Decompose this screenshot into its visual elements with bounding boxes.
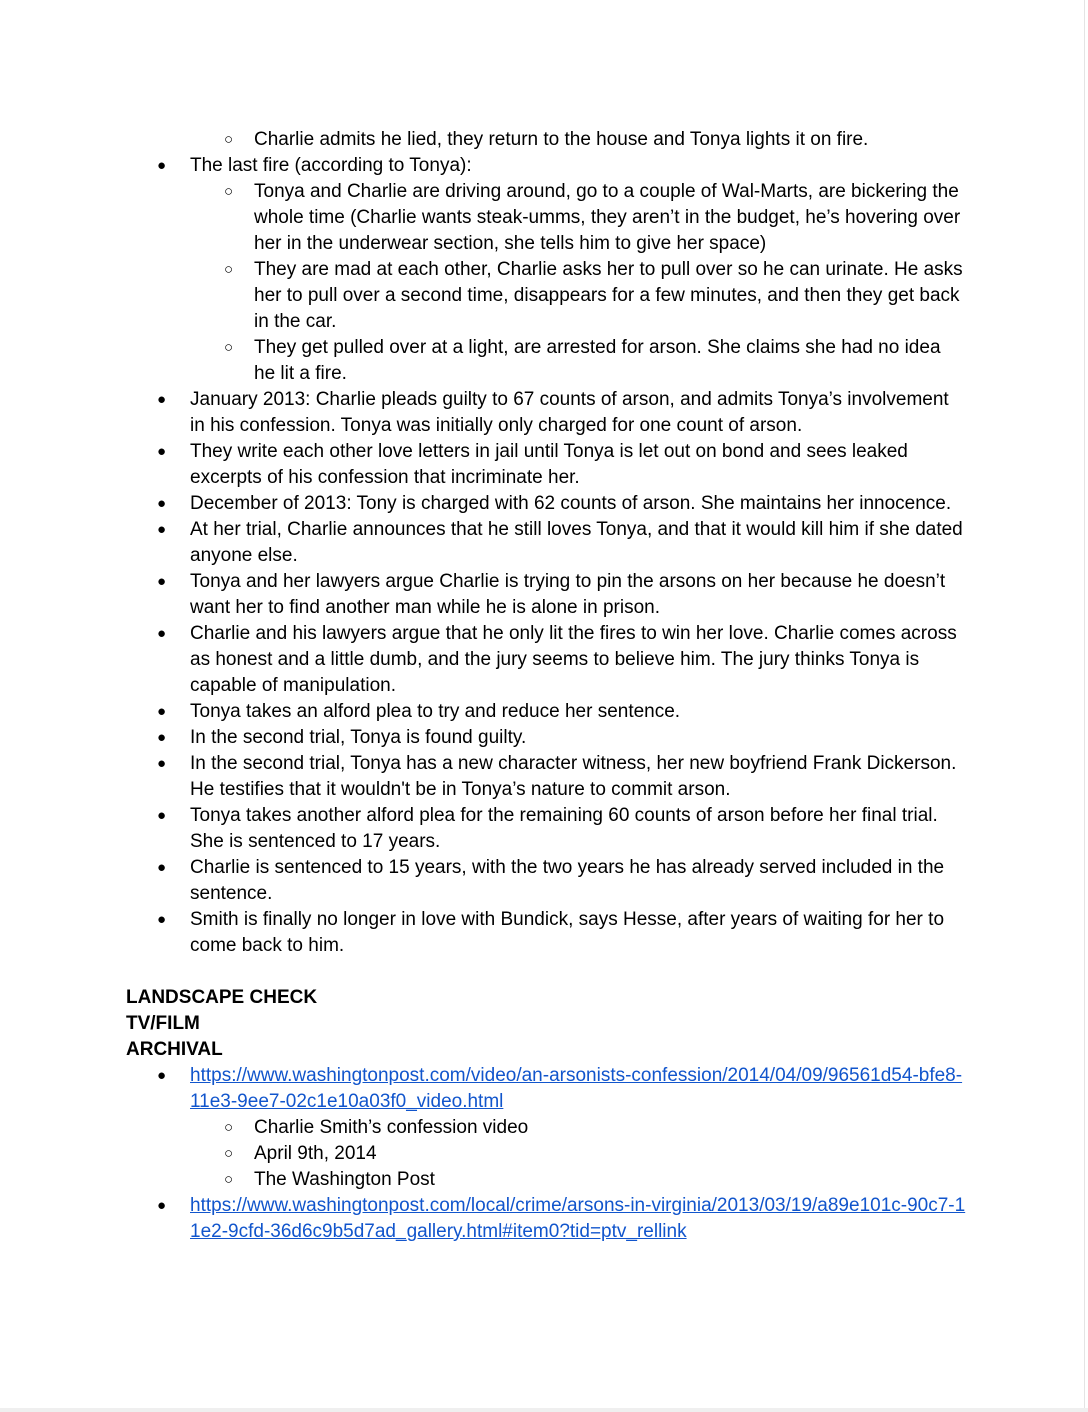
- bullet-item: ● Charlie is sentenced to 15 years, with the two years he has already served included in the sentence.: [126, 855, 966, 907]
- page-bottom-edge: [0, 1408, 1088, 1412]
- bullet-item: ● In the second trial, Tonya has a new character witness, her new boyfriend Frank Dickerson. He testifies that it wouldn't be in Tonya’s nature to commit arson.: [126, 751, 966, 803]
- bullet-item: ● Tonya and her lawyers argue Charlie is trying to pin the arsons on her because he doesn’t want her to find another man while he is alone in prison.: [126, 569, 966, 621]
- link-detail-item: ○ The Washington Post: [190, 1167, 966, 1193]
- link-details-list: [190, 1115, 966, 1193]
- bullet-item: ● Tonya takes another alford plea for the remaining 60 counts of arson before her final trial. She is sentenced to 17 years.: [126, 803, 966, 855]
- continued-sub-list: [126, 127, 966, 153]
- bullet-item: ● January 2013: Charlie pleads guilty to 67 counts of arson, and admits Tonya’s involvement in his confession. Tonya was initially only charged for one count of arson.: [126, 387, 966, 439]
- paragraph-spacer: [126, 959, 966, 985]
- washington-post-video-link[interactable]: https://www.washingtonpost.com/video/an-arsonists-confession/2014/04/09/96561d54-bfe8-11e3-9ee7-02c1e10a03f0_video.html: [190, 1065, 963, 1112]
- archival-link-list: [126, 1063, 966, 1245]
- bullet-item: ● Charlie and his lawyers argue that he only lit the fires to win her love. Charlie comes across as honest and a little dumb, and the jury seems to believe him. The jury thinks Tonya is capable of manipulation.: [126, 621, 966, 699]
- bullet-item: ● Smith is finally no longer in love with Bundick, says Hesse, after years of waiting for her to come back to him.: [126, 907, 966, 959]
- link-detail-item: ○ April 9th, 2014: [190, 1141, 966, 1167]
- bullet-item: ● At her trial, Charlie announces that he still loves Tonya, and that it would kill him if she dated anyone else.: [126, 517, 966, 569]
- heading-landscape-check: LANDSCAPE CHECK: [126, 987, 318, 1008]
- sub-list-item: ○ They get pulled over at a light, are arrested for arson. She claims she had no idea he lit a fire.: [190, 335, 966, 387]
- bullet-item: ● Tonya takes an alford plea to try and reduce her sentence.: [126, 699, 966, 725]
- sub-list-item: ○ Charlie admits he lied, they return to the house and Tonya lights it on fire.: [126, 127, 966, 153]
- bullet-text: The last fire (according to Tonya):: [190, 155, 472, 176]
- sub-list-item: ○ They are mad at each other, Charlie asks her to pull over so he can urinate. He asks her to pull over a second time, disappears for a few minutes, and then they get back in the car.: [190, 257, 966, 335]
- sub-list-item: ○ Tonya and Charlie are driving around, go to a couple of Wal-Marts, are bickering the whole time (Charlie wants steak-umms, they aren’t in the budget, he’s hovering over her in the underwear section, she tells him to give her space): [190, 179, 966, 257]
- sub-list: [190, 179, 966, 387]
- main-bullet-list: [126, 153, 966, 959]
- link-item: [126, 1193, 966, 1245]
- link-item: [126, 1063, 966, 1193]
- link-detail-item: ○ Charlie Smith’s confession video: [190, 1115, 966, 1141]
- bullet-item: [126, 153, 966, 387]
- heading-archival: ARCHIVAL: [126, 1039, 223, 1060]
- bullet-item: ● In the second trial, Tonya is found guilty.: [126, 725, 966, 751]
- document-body: [126, 127, 966, 1245]
- washington-post-gallery-link[interactable]: https://www.washingtonpost.com/local/crime/arsons-in-virginia/2013/03/19/a89e101c-90c7-11e2-9cfd-36d6c9b5d7ad_gallery.html#item0?tid=ptv_rellink: [190, 1195, 966, 1242]
- bullet-item: ● They write each other love letters in jail until Tonya is let out on bond and sees leaked excerpts of his confession that incriminate her.: [126, 439, 966, 491]
- heading-tv-film: TV/FILM: [126, 1013, 200, 1034]
- bullet-item: ● December of 2013: Tony is charged with 62 counts of arson. She maintains her innocence.: [126, 491, 966, 517]
